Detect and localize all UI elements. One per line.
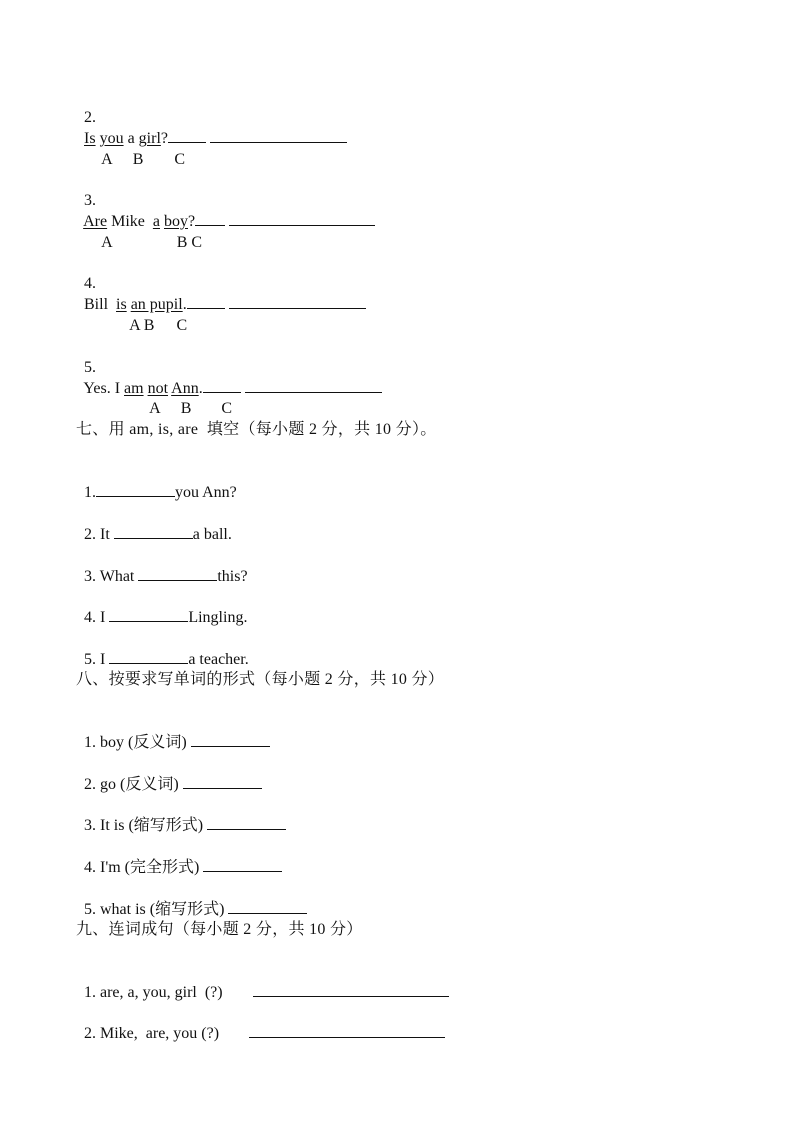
underlined-word-a: is [116,296,127,313]
item-number: 4. [84,275,96,292]
correction-blank[interactable] [210,128,347,143]
word: Mike [111,213,145,230]
q7-item-5 [76,629,249,670]
word: a [127,130,135,147]
options-row [122,296,187,336]
item-suffix: you Ann? [175,484,237,501]
answer-blank[interactable] [114,524,193,539]
options-row [94,213,202,253]
underlined-word-b: a [152,213,160,230]
options-row [142,379,232,419]
answer-blank[interactable] [253,982,449,997]
correction-blank[interactable] [229,211,375,226]
q8-item-2 [76,754,262,795]
q7-item-1 [76,462,237,503]
underlined-word-c: Ann [171,380,199,397]
option-b: B [132,151,144,168]
word: I [114,380,121,397]
punct: . [182,296,187,313]
word: Bill [84,296,109,313]
answer-blank[interactable] [183,774,262,789]
q9-item-2 [76,1003,445,1044]
item-text: 3. It is (缩写形式) [84,817,208,834]
underlined-word-c: girl [138,130,161,147]
option-c: C [174,151,186,168]
answer-blank[interactable] [109,649,188,664]
answer-blank[interactable] [249,1023,445,1038]
q7-item-3 [76,546,248,587]
underlined-word-a: Are [83,213,108,230]
section-8-heading: 八、按要求写单词的形式（每小题 2 分，共 10 分） [76,671,445,688]
option-c: C [176,317,188,334]
item-prefix: 4. I [84,609,110,626]
item-suffix: a ball. [192,526,232,543]
answer-blank[interactable] [96,482,175,497]
item-text: 2. Mike, are, you (?) [84,1025,220,1042]
answer-blank[interactable] [109,607,188,622]
answer-blank[interactable] [207,815,286,830]
q7-item-2 [76,504,232,545]
punct: ? [160,130,168,147]
option-b: B [143,317,155,334]
item-suffix: this? [217,568,248,585]
underlined-word-a: am [124,380,144,397]
underlined-word-c: boy [164,213,188,230]
item-number: 2. [84,109,96,126]
underlined-word-b: not [147,380,169,397]
underlined-word-bc: an pupil [130,296,183,313]
correction-blank[interactable] [245,378,382,393]
item-text: 4. I'm (完全形式) [84,859,204,876]
item-number: 3. [84,192,96,209]
answer-blank[interactable] [191,732,270,747]
underlined-word: you [99,130,124,147]
item-text: 1. are, a, you, girl (?) [84,984,223,1001]
option-a: A [101,234,113,251]
correction-blank[interactable] [229,294,366,309]
item-text: 2. go (反义词) [84,776,183,793]
option-a: A [101,151,113,168]
underlined-word-a: Is [84,130,96,147]
answer-blank[interactable] [203,857,282,872]
option-a: A [149,400,161,417]
q9-item-1 [76,962,449,1003]
punct: ? [188,213,196,230]
options-row [94,130,185,170]
item-text: 1. boy (反义词) [84,734,191,751]
section-7-heading: 七、用 am, is, are 填空（每小题 2 分，共 10 分）。 [76,421,437,438]
option-b: B [180,400,192,417]
punct: . [198,380,203,397]
option-c: C [221,400,233,417]
item-number: 5. [84,359,96,376]
word: Yes. [83,380,111,397]
item-prefix: 3. What [84,568,139,585]
item-prefix: 1. [84,484,96,501]
answer-blank[interactable] [138,566,217,581]
option-a: A [129,317,140,334]
item-prefix: 2. It [84,526,114,543]
item-prefix: 5. I [84,651,110,668]
q7-item-4 [76,587,247,628]
item-suffix: a teacher. [188,651,249,668]
option-b: B [176,234,188,251]
item-text: 5. what is (缩写形式) [84,901,229,918]
q8-item-3 [76,795,286,836]
item-suffix: Lingling. [188,609,248,626]
q8-item-5 [76,879,307,920]
answer-blank[interactable] [187,294,225,309]
q8-item-1 [76,712,270,753]
option-c: C [191,234,203,251]
section-9-heading: 九、连词成句（每小题 2 分，共 10 分） [76,921,363,938]
answer-blank[interactable] [228,899,307,914]
q6-item-4 [76,254,366,315]
q8-item-4 [76,837,282,878]
